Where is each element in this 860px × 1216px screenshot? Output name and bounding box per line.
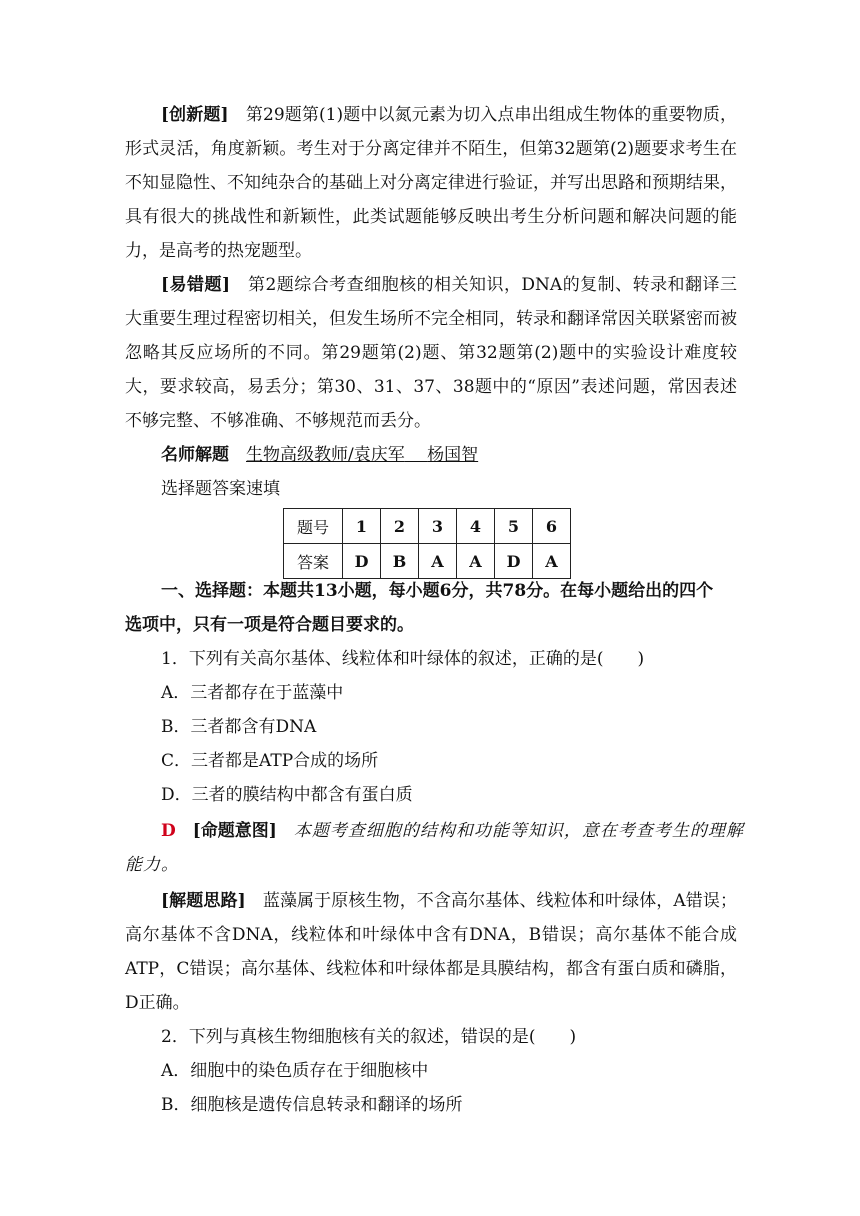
section-heading-cont: 选项中，只有一项是符合题目要求的。 [125, 615, 414, 635]
error-prone-text: 第2题综合考查细胞核的相关知识，DNA的复制、转录和翻译三大重要生理过程密切相关，但发生场所不完全相同，转录和翻译常因关联紧密而被忽略其反应场所的不同。第29题第(2)题、第32题第(2)题中的实验设计难度较大，要求较高，易丢分；第30、31、37、38题中的“原因”表述问题，常因表述不够完整、不够准确、不够规范而丢分。 [125, 275, 737, 431]
teacher-label: 名师解题 [161, 445, 229, 465]
error-prone-paragraph [125, 268, 737, 438]
table-answer-label: 答案 [284, 544, 343, 579]
quick-answers-title: 选择题答案速填 [161, 479, 280, 499]
table-cell: B [381, 544, 419, 579]
q2-option-a: A．细胞中的染色质存在于细胞核中 [161, 1061, 429, 1081]
innovation-paragraph [125, 98, 737, 268]
table-cell: D [343, 544, 381, 579]
table-cell: 1 [343, 509, 381, 544]
innovation-tag: [创新题] [161, 105, 229, 125]
table-cell: 4 [457, 509, 495, 544]
table-cell: 3 [419, 509, 457, 544]
teacher-name: 杨国智 [427, 445, 479, 465]
table-cell: A [457, 544, 495, 579]
answer-table [283, 508, 571, 579]
q1-intent-tag: [命题意图] [192, 821, 277, 841]
question-1-stem: 1．下列有关高尔基体、线粒体和叶绿体的叙述，正确的是( ) [161, 649, 645, 669]
q1-intent-text: 本题考查细胞的结构和功能等知识，意在考查考生的理解 [293, 821, 744, 841]
question-2-stem: 2．下列与真核生物细胞核有关的叙述，错误的是( ) [161, 1027, 577, 1047]
q1-option-b: B．三者都含有DNA [161, 717, 317, 737]
teacher-line [161, 438, 478, 472]
table-cell: 5 [495, 509, 533, 544]
teacher-title: 生物高级教师/袁庆军 [246, 445, 405, 465]
error-prone-tag: [易错题] [161, 275, 230, 295]
q1-option-c: C．三者都是ATP合成的场所 [161, 751, 379, 771]
table-header-label: 题号 [284, 509, 343, 544]
table-cell: 2 [381, 509, 419, 544]
table-row [284, 509, 571, 544]
table-cell: A [533, 544, 571, 579]
q1-idea-paragraph [125, 884, 737, 1020]
q2-option-b: B．细胞核是遗传信息转录和翻译的场所 [161, 1095, 463, 1115]
table-cell: D [495, 544, 533, 579]
section-heading: 一、选择题：本题共13小题，每小题6分，共78分。在每小题给出的四个 [161, 581, 714, 601]
table-cell: 6 [533, 509, 571, 544]
q1-intent-text-cont: 能力。 [125, 855, 179, 875]
innovation-text: 第29题第(1)题中以氮元素为切入点串出组成生物体的重要物质，形式灵活，角度新颖。考生对于分离定律并不陌生，但第32题第(2)题要求考生在不知显隐性、不知纯杂合的基础上对分离定律进行验证，并写出思路和预期结果，具有很大的挑战性和新颖性，此类试题能够反映出考生分析问题和解决问题的能力，是高考的热宠题型。 [125, 105, 738, 261]
q1-idea-text: 蓝藻属于原核生物，不含高尔基体、线粒体和叶绿体，A错误；高尔基体不含DNA，线粒体和叶绿体中含有DNA，B错误；高尔基体不能合成ATP，C错误；高尔基体、线粒体和叶绿体都是具膜结构，都含有蛋白质和磷脂，D正确。 [125, 891, 737, 1013]
table-cell: A [419, 544, 457, 579]
q1-idea-tag: [解题思路] [161, 891, 246, 911]
q1-option-a: A．三者都存在于蓝藻中 [161, 683, 344, 703]
q1-option-d: D．三者的膜结构中都含有蛋白质 [161, 785, 413, 805]
q1-answer: D [161, 821, 176, 841]
q1-intent-line [161, 814, 744, 848]
